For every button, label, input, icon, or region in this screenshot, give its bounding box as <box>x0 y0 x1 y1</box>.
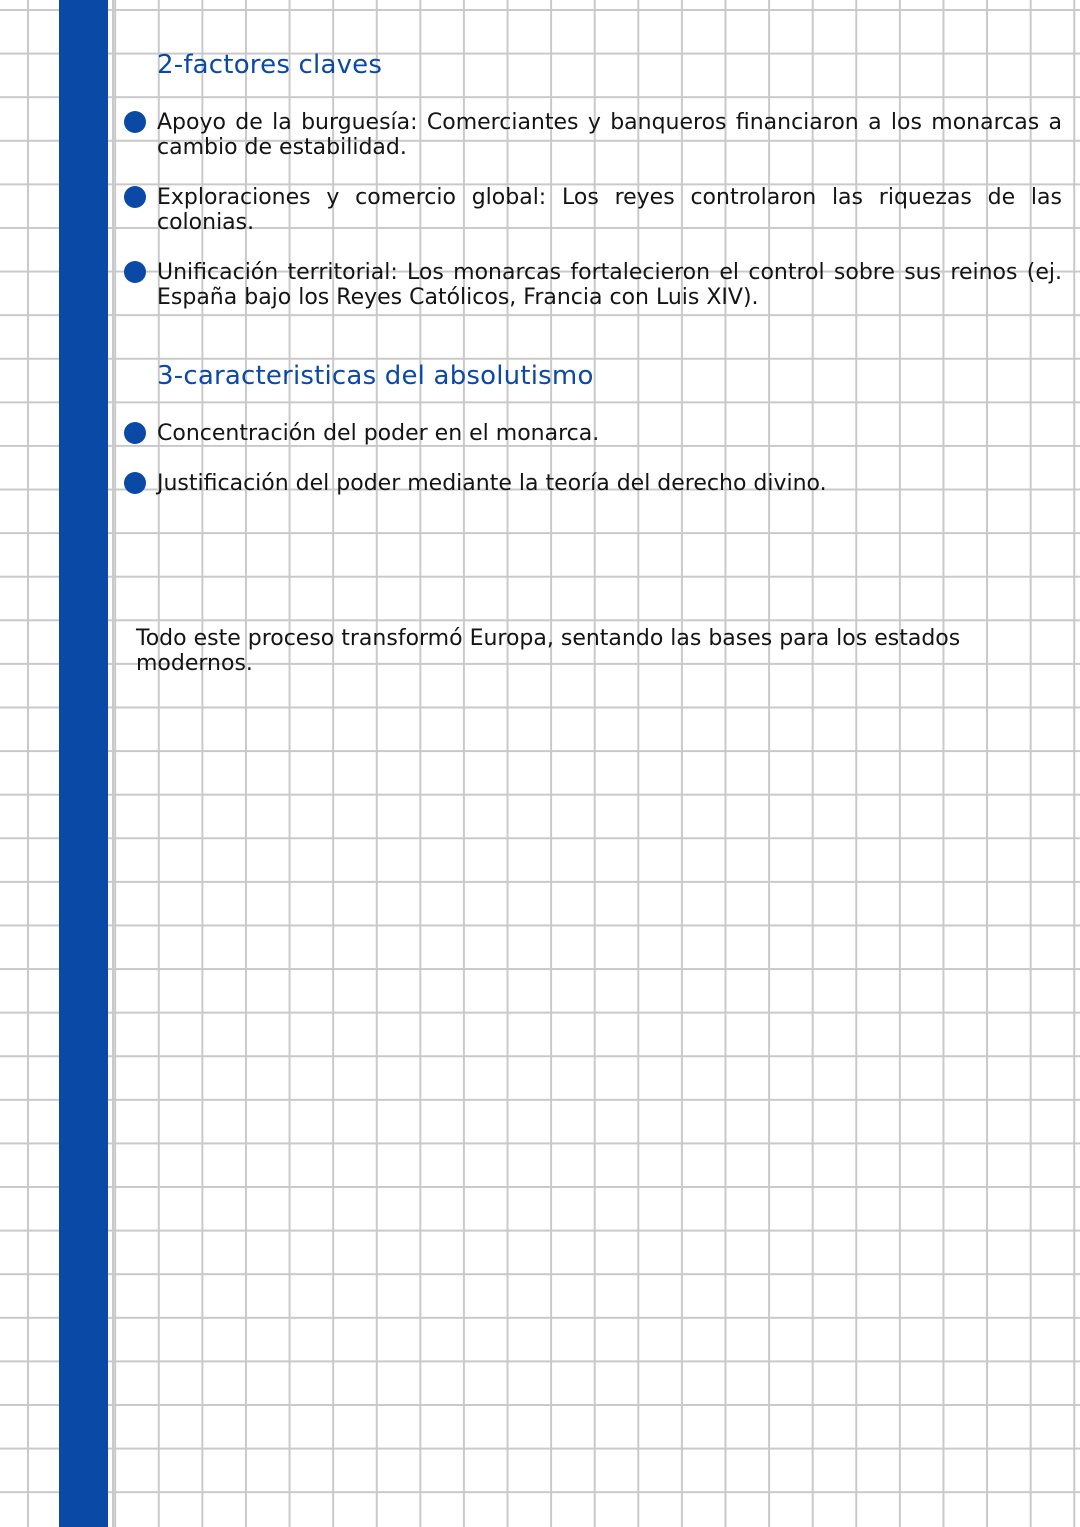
bullet-dot-icon <box>124 111 146 133</box>
list-item <box>157 421 1062 446</box>
list-item <box>157 260 1062 310</box>
list-item <box>157 110 1062 160</box>
conclusion-paragraph: Todo este proceso transformó Europa, sentando las bases para los estados modernos. <box>136 626 961 676</box>
list-item-text: Concentración del poder en el monarca. <box>157 421 600 446</box>
list-item <box>157 471 1062 496</box>
bullet-dot-icon <box>124 261 146 283</box>
list-item-text: Apoyo de la burguesía: Comerciantes y banqueros financiaron a los monarcas a cambio de estabilidad. <box>157 110 1062 160</box>
list-item-text: Unificación territorial: Los monarcas fortalecieron el control sobre sus reinos (ej. España bajo los Reyes Católicos, Francia con Luis XIV). <box>157 260 1062 310</box>
bullet-dot-icon <box>124 422 146 444</box>
notebook-margin-line <box>112 0 114 1527</box>
section-2-title: 2-factores claves <box>157 50 383 80</box>
notebook-margin-bar <box>59 0 108 1527</box>
section-3-title: 3-caracteristicas del absolutismo <box>157 361 594 391</box>
list-item-text: Exploraciones y comercio global: Los reyes controlaron las riquezas de las colonias. <box>157 185 1062 235</box>
list-item <box>157 185 1062 235</box>
bullet-dot-icon <box>124 472 146 494</box>
list-item-text: Justificación del poder mediante la teoría del derecho divino. <box>157 471 827 496</box>
bullet-dot-icon <box>124 186 146 208</box>
